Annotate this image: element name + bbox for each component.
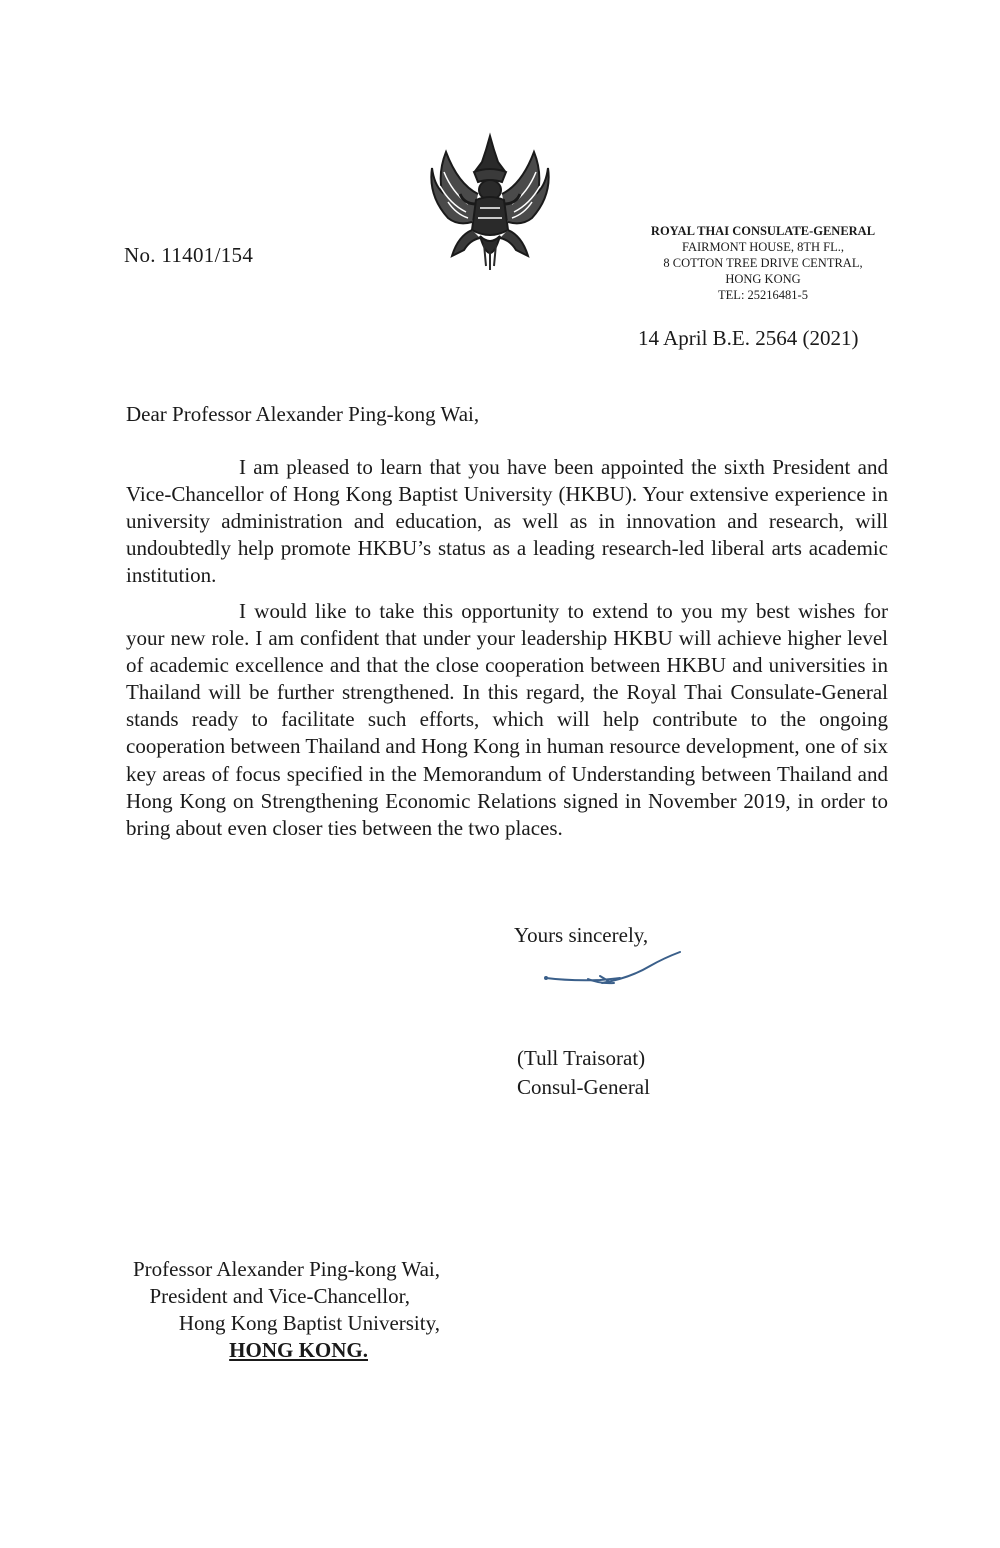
recipient-title: President and Vice-Chancellor, <box>149 1284 410 1308</box>
closing: Yours sincerely, <box>514 923 649 947</box>
address-line: FAIRMONT HOUSE, 8TH FL., <box>681 240 845 254</box>
signer-name: (Tull Traisorat) <box>517 1046 646 1070</box>
recipient-city: HONG KONG. <box>229 1338 368 1362</box>
signer-title: Consul-General <box>517 1075 650 1099</box>
address-line: 8 COTTON TREE DRIVE CENTRAL, <box>663 256 863 270</box>
reference-number: No. 11401/154 <box>124 243 254 267</box>
body-paragraph: I am pleased to learn that you have been appointed the sixth President and Vice-Chancellor of Hong Kong Baptist University (HKBU). Your extensive experience in university administration and education, as well as in innovation and research, will undoubtedly help promote HKBU’s status as a leading research-led liberal arts academic institution. <box>126 455 888 588</box>
signature-image <box>540 948 690 994</box>
garuda-emblem-icon <box>428 132 552 272</box>
recipient-institution: Hong Kong Baptist University, <box>178 1311 440 1335</box>
signer-block <box>517 1044 650 1102</box>
recipient-name: Professor Alexander Ping-kong Wai, <box>132 1257 440 1281</box>
body-paragraph: I would like to take this opportunity to extend to you my best wishes for your new role. I am confident that under your leadership HKBU will achieve higher level of academic excellence and that the close cooperation between HKBU and universities in Thailand will be further strengthened. In this regard, the Royal Thai Consulate-General stands ready to facilitate such efforts, which will help contribute to the ongoing cooperation between Thailand and Hong Kong in human resource development, one of six key areas of focus specified in the Memorandum of Understanding between Thailand and Hong Kong on Strengthening Economic Relations signed in November 2019, in order to bring about even closer ties between the two places. <box>126 599 888 840</box>
address-line: HONG KONG <box>725 272 801 286</box>
letter-date: 14 April B.E. 2564 (2021) <box>638 326 859 350</box>
salutation: Dear Professor Alexander Ping-kong Wai, <box>126 402 480 426</box>
telephone-line: TEL: 25216481-5 <box>718 288 808 302</box>
organization-name: ROYAL THAI CONSULATE-GENERAL <box>650 224 876 238</box>
recipient-block <box>0 1256 440 1364</box>
consulate-address-block <box>628 223 898 303</box>
